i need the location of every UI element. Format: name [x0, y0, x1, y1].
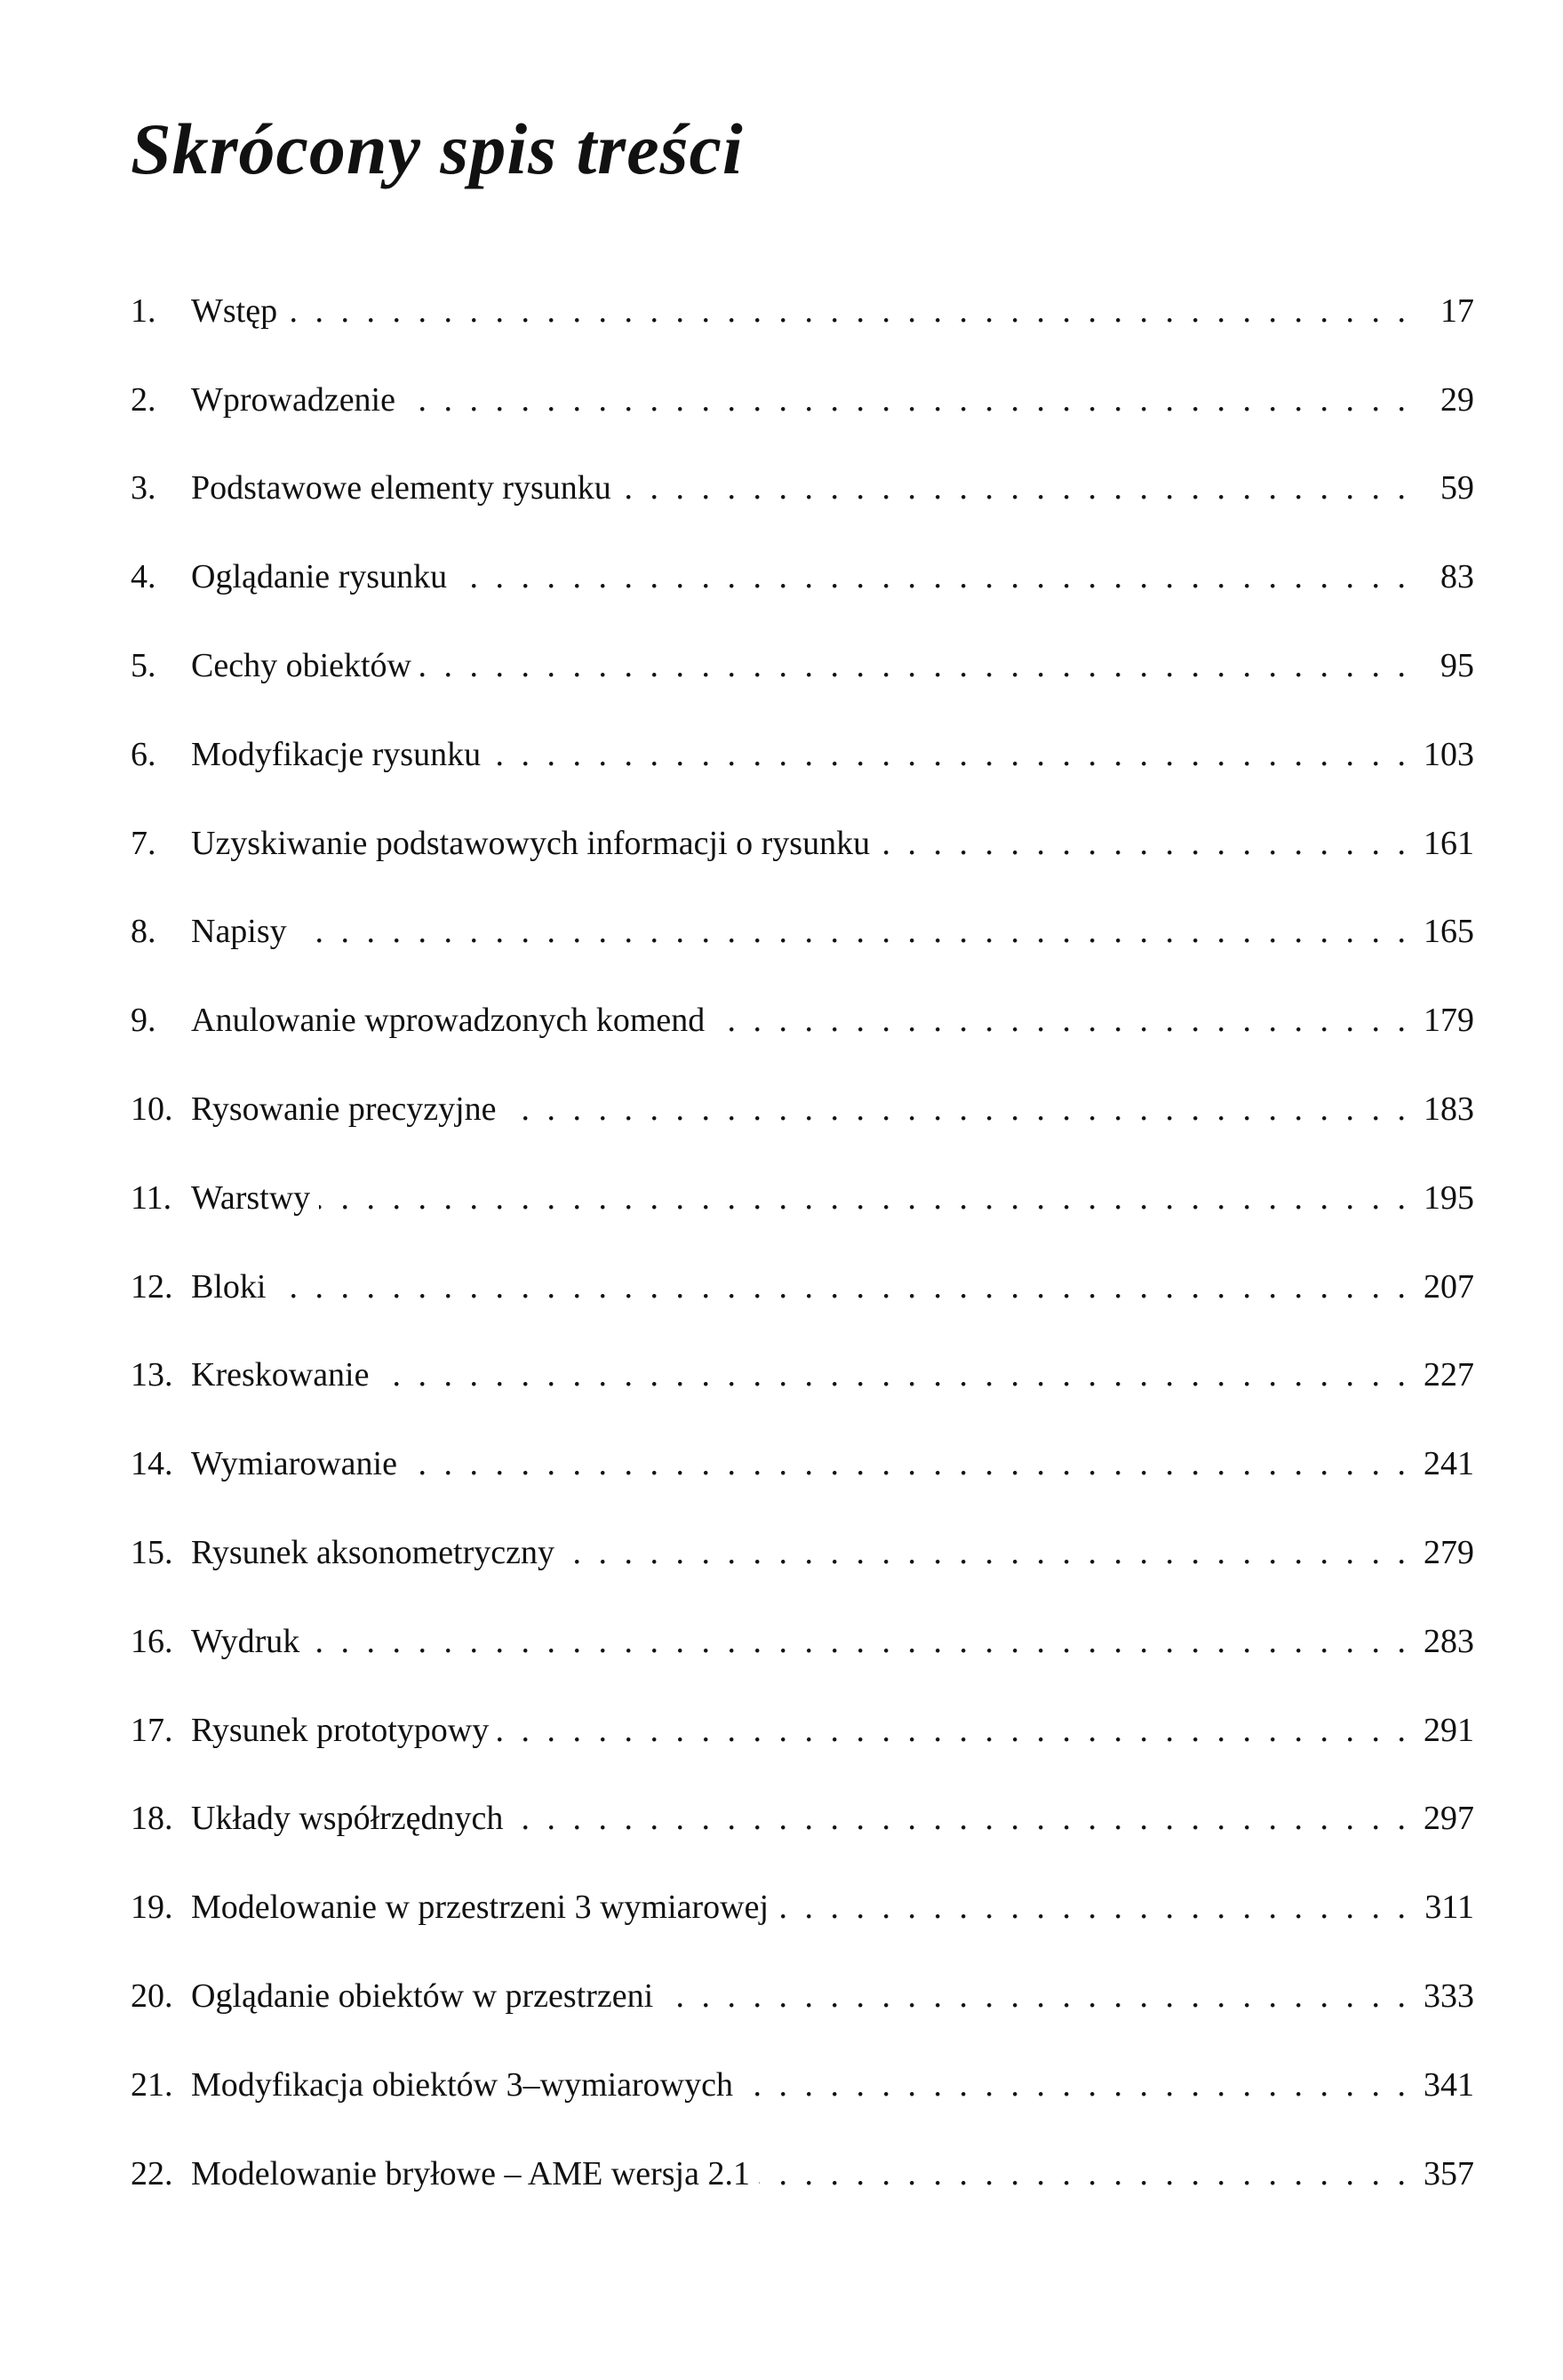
toc-entry — [131, 1863, 1474, 1952]
toc-entry-page-number: 17 — [1440, 292, 1474, 330]
toc-dot-leader — [498, 1708, 1410, 1753]
toc-dot-leader — [456, 555, 1410, 599]
toc-entry-page-number: 103 — [1423, 735, 1474, 773]
toc-entry-title: Rysunek prototypowy — [191, 1711, 490, 1749]
toc-entry — [131, 799, 1474, 888]
toc-entry-number: 20. — [131, 1977, 173, 2016]
toc-entry — [131, 1775, 1474, 1864]
toc-dot-leader — [563, 1530, 1410, 1575]
toc-entry-page-number: 207 — [1423, 1267, 1474, 1306]
toc-entry-title: Modelowanie w przestrzeni 3 wymiarowej — [191, 1889, 770, 1927]
toc-entry-number: 13. — [131, 1356, 173, 1394]
toc-entry — [131, 2129, 1474, 2218]
toc-entry — [131, 1952, 1474, 2041]
toc-entry — [131, 1154, 1474, 1242]
toc-entry-number: 18. — [131, 1800, 173, 1838]
toc-entry — [131, 1331, 1474, 1420]
toc-entry — [131, 267, 1474, 355]
toc-entry-title: Wymiarowanie — [191, 1445, 397, 1483]
toc-entry-number: 2. — [131, 380, 156, 419]
toc-dot-leader — [662, 1974, 1410, 2018]
toc-entry-title: Anulowanie wprowadzonych komend — [191, 1002, 706, 1040]
toc-entry-number: 4. — [131, 558, 156, 596]
toc-entry — [131, 1065, 1474, 1154]
toc-dot-leader — [404, 378, 1410, 422]
toc-entry-number: 21. — [131, 2065, 173, 2104]
toc-entry — [131, 1242, 1474, 1331]
toc-dot-leader — [879, 821, 1410, 866]
table-of-contents — [131, 267, 1474, 2218]
toc-entry-number: 17. — [131, 1711, 173, 1749]
toc-entry — [131, 621, 1474, 710]
toc-dot-leader — [506, 1087, 1410, 1131]
toc-dot-leader — [778, 1885, 1410, 1929]
toc-dot-leader — [512, 1796, 1410, 1841]
toc-entry-title: Oglądanie obiektów w przestrzeni — [191, 1977, 654, 2016]
toc-entry-title: Bloki — [191, 1267, 267, 1306]
toc-entry-number: 10. — [131, 1090, 173, 1129]
toc-entry — [131, 1597, 1474, 1686]
toc-entry-number: 16. — [131, 1622, 173, 1660]
toc-entry — [131, 1686, 1474, 1775]
toc-entry-number: 6. — [131, 735, 156, 773]
toc-entry-page-number: 95 — [1440, 647, 1474, 685]
toc-entry-title: Podstawowe elementy rysunku — [191, 469, 611, 507]
toc-dot-leader — [308, 1619, 1410, 1664]
toc-entry-page-number: 279 — [1423, 1534, 1474, 1572]
toc-entry — [131, 1508, 1474, 1597]
toc-entry-page-number: 227 — [1423, 1356, 1474, 1394]
toc-entry-title: Napisy — [191, 913, 287, 951]
toc-entry-page-number: 179 — [1423, 1002, 1474, 1040]
toc-entry-page-number: 161 — [1423, 824, 1474, 862]
toc-entry-number: 22. — [131, 2154, 173, 2192]
toc-entry-title: Wprowadzenie — [191, 380, 395, 419]
toc-entry-title: Wydruk — [191, 1622, 300, 1660]
toc-entry — [131, 2041, 1474, 2129]
toc-entry-title: Kreskowanie — [191, 1356, 370, 1394]
toc-entry-page-number: 29 — [1440, 380, 1474, 419]
toc-entry-title: Rysunek aksonometryczny — [191, 1534, 555, 1572]
toc-entry-page-number: 297 — [1423, 1800, 1474, 1838]
toc-entry-page-number: 165 — [1423, 913, 1474, 951]
toc-entry-page-number: 283 — [1423, 1622, 1474, 1660]
toc-entry-title: Układy współrzędnych — [191, 1800, 504, 1838]
toc-dot-leader — [275, 1265, 1410, 1309]
toc-entry-number: 5. — [131, 647, 156, 685]
toc-entry-number: 9. — [131, 1002, 156, 1040]
toc-entry-number: 1. — [131, 292, 156, 330]
toc-entry-number: 19. — [131, 1889, 173, 1927]
toc-entry-title: Oglądanie rysunku — [191, 558, 448, 596]
toc-entry-number: 7. — [131, 824, 156, 862]
toc-entry — [131, 710, 1474, 799]
toc-entry — [131, 355, 1474, 444]
toc-entry — [131, 1419, 1474, 1508]
toc-dot-leader — [490, 732, 1410, 777]
toc-entry-page-number: 333 — [1423, 1977, 1474, 2016]
toc-dot-leader — [620, 466, 1410, 510]
toc-dot-leader — [714, 998, 1410, 1042]
toc-entry-page-number: 291 — [1423, 1711, 1474, 1749]
toc-dot-leader — [378, 1353, 1410, 1397]
toc-entry-page-number: 59 — [1440, 469, 1474, 507]
toc-entry-page-number: 357 — [1423, 2154, 1474, 2192]
toc-entry-page-number: 341 — [1423, 2065, 1474, 2104]
toc-entry-page-number: 241 — [1423, 1445, 1474, 1483]
toc-dot-leader — [420, 643, 1410, 688]
toc-entry-title: Wstęp — [191, 292, 278, 330]
toc-entry-title: Modyfikacja obiektów 3–wymiarowych — [191, 2065, 733, 2104]
toc-entry-page-number: 83 — [1440, 558, 1474, 596]
page-title: Skrócony spis treści — [131, 108, 744, 189]
toc-entry-number: 12. — [131, 1267, 173, 1306]
toc-entry-number: 15. — [131, 1534, 173, 1572]
toc-dot-leader — [406, 1442, 1410, 1486]
toc-entry-title: Modyfikacje rysunku — [191, 735, 482, 773]
toc-entry — [131, 532, 1474, 621]
toc-entry-title: Modelowanie bryłowe – AME wersja 2.1 — [191, 2154, 750, 2192]
toc-entry-number: 11. — [131, 1178, 172, 1217]
toc-entry-title: Uzyskiwanie podstawowych informacji o rysunku — [191, 824, 871, 862]
toc-entry — [131, 888, 1474, 977]
toc-entry-title: Cechy obiektów — [191, 647, 412, 685]
toc-dot-leader — [296, 909, 1410, 954]
toc-entry-page-number: 311 — [1424, 1889, 1474, 1927]
toc-entry-number: 8. — [131, 913, 156, 951]
toc-dot-leader — [742, 2063, 1410, 2107]
toc-entry-number: 14. — [131, 1445, 173, 1483]
toc-dot-leader — [286, 289, 1410, 333]
toc-entry-page-number: 195 — [1423, 1178, 1474, 1217]
toc-entry-number: 3. — [131, 469, 156, 507]
toc-entry-page-number: 183 — [1423, 1090, 1474, 1129]
toc-entry-title: Warstwy — [191, 1178, 311, 1217]
toc-entry — [131, 444, 1474, 533]
toc-dot-leader — [319, 1176, 1410, 1220]
toc-dot-leader — [759, 2152, 1410, 2196]
toc-entry-title: Rysowanie precyzyjne — [191, 1090, 497, 1129]
toc-entry — [131, 976, 1474, 1065]
